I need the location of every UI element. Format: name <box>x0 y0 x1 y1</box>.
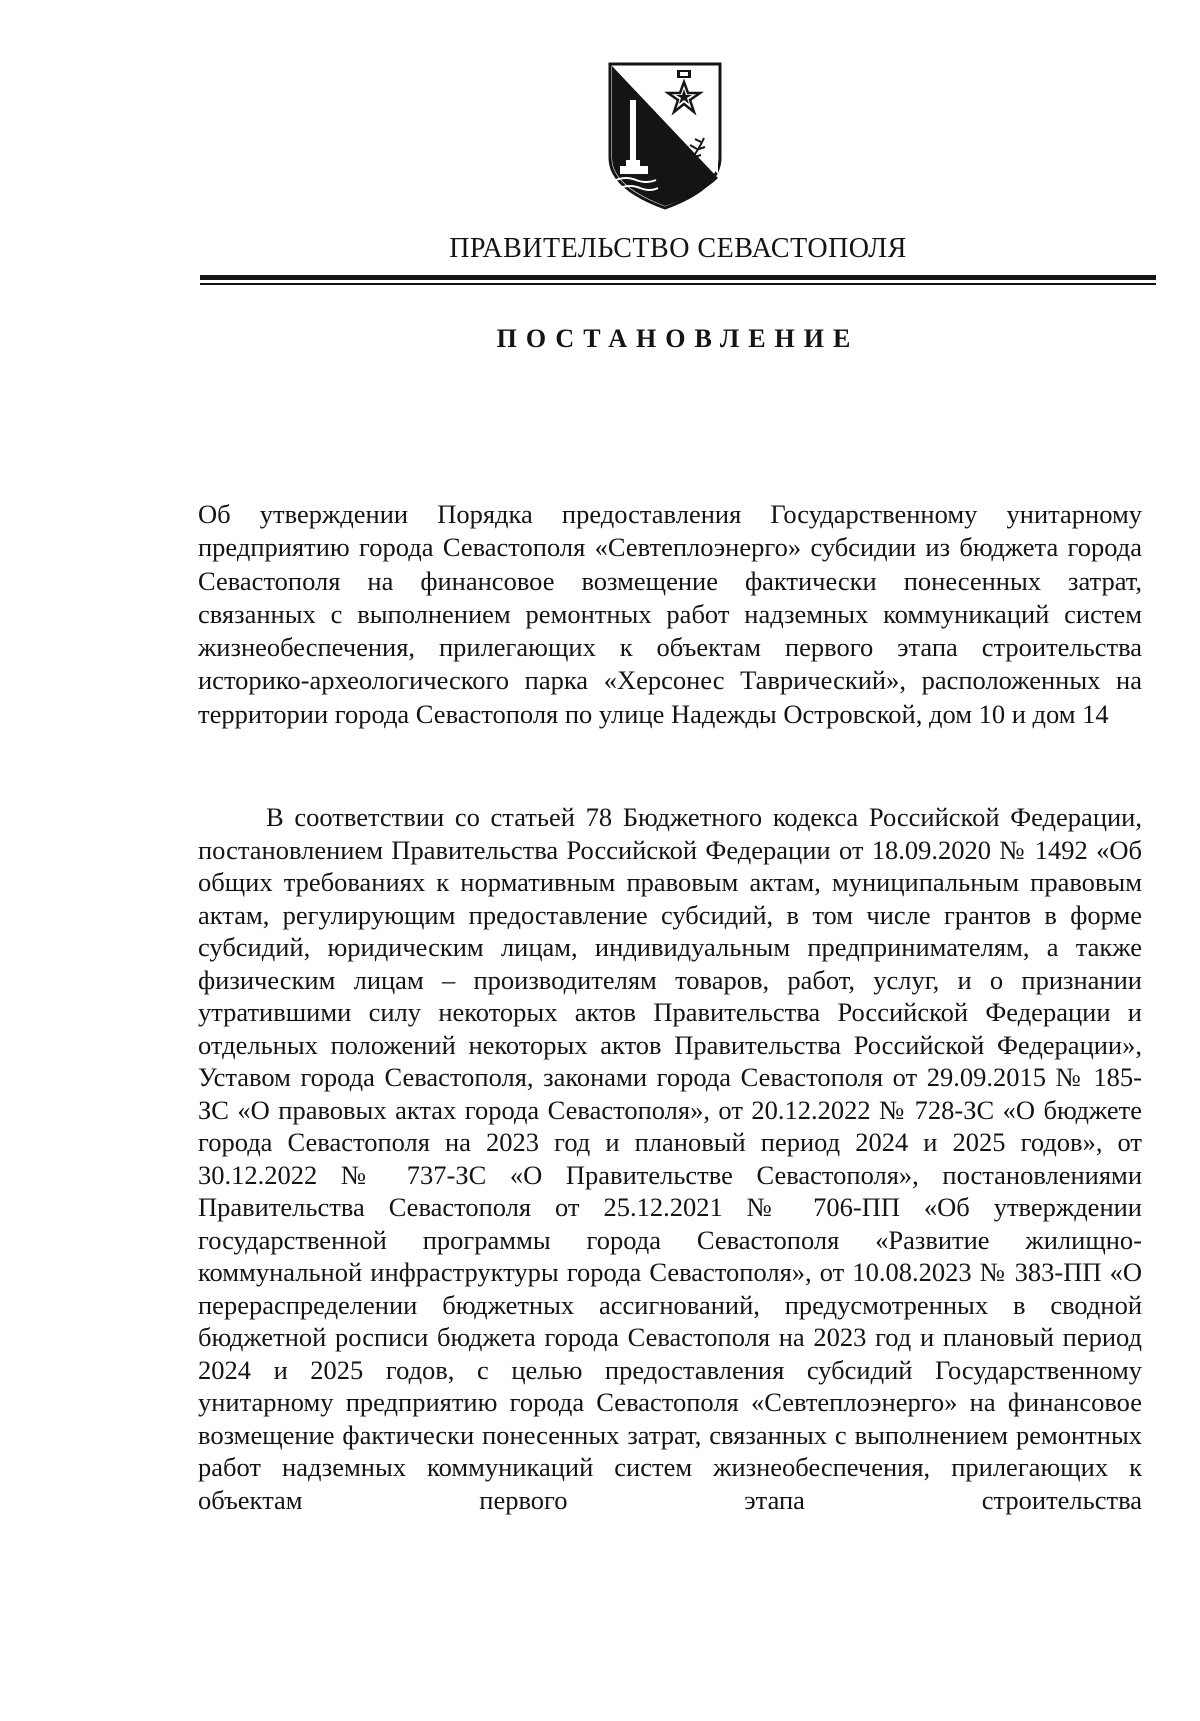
organization-title: ПРАВИТЕЛЬСТВО СЕВАСТОПОЛЯ <box>449 233 907 264</box>
header-divider-thick <box>200 275 1156 280</box>
document-subject: Об утверждении Порядка предоставления Государственному унитарному предприятию города Севастополя «Севтеплоэнерго» субсидии из бюджета города Севастополя на финансовое возмещение фактически понесенных затрат, связанных с выполнением ремонтных работ надземных коммуникаций систем жизнеобеспечения, прилегающих к объектам первого этапа строительства историко-археологического парка «Херсонес Таврический», расположенных на территории города Севастополя по улице Надежды Островской, дом 10 и дом 14 <box>198 499 1142 729</box>
sevastopol-coat-of-arms-icon <box>606 60 724 212</box>
header-divider-thin <box>200 283 1156 285</box>
document-body-paragraph: В соответствии со статьей 78 Бюджетного кодекса Российской Федерации, постановлением Правительства Российской Федерации от 18.09.2020 № 1492 «Об общих требованиях к нормативным правовым актам, муниципальным правовым актам, регулирующим предоставление субсидий, в том числе грантов в форме субсидий, юридическим лицам, индивидуальным предпринимателям, а также физическим лицам – производителям товаров, работ, услуг, и о признании утратившими силу некоторых актов Правительства Российской Федерации и отдельных положений некоторых актов Правительства Российской Федерации», Уставом города Севастополя, законами города Севастополя от 29.09.2015 № 185-ЗС «О правовых актах города Севастополя», от 20.12.2022 № 728-ЗС «О бюджете города Севастополя на 2023 год и плановый период 2024 и 2025 годов», от 30.12.2022 № 737-ЗС «О Правительстве Севастополя», постановлениями Правительства Севастополя от 25.12.2021 № 706-ПП «Об утверждении государственной программы города Севастополя «Развитие жилищно-коммунальной инфраструктуры города Севастополя», от 10.08.2023 № 383-ПП «О перераспределении бюджетных ассигнований, предусмотренных в сводной бюджетной росписи бюджета города Севастополя на 2023 год и плановый период 2024 и 2025 годов, с целью предоставления субсидий Государственному унитарному предприятию города Севастополя «Севтеплоэнерго» на финансовое возмещение фактически понесенных затрат, связанных с выполнением ремонтных работ надземных коммуникаций систем жизнеобеспечения, прилегающих к объектам первого этапа строительства <box>198 802 1142 1515</box>
document-type-heading: ПОСТАНОВЛЕНИЕ <box>496 324 860 353</box>
